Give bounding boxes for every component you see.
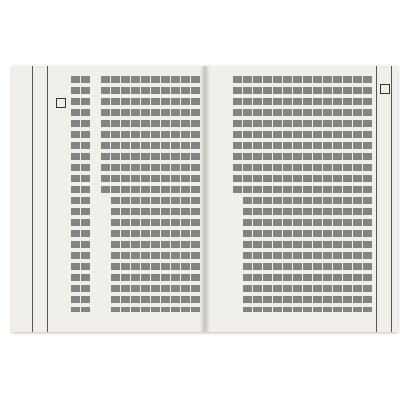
- right-margin-rule: [376, 66, 392, 332]
- text-column: [353, 76, 362, 324]
- text-column: [293, 76, 302, 324]
- text-column: [263, 76, 272, 324]
- text-column: [273, 76, 282, 324]
- fishtail-marker: [380, 84, 390, 94]
- text-column: [323, 76, 332, 324]
- text-column: [313, 76, 322, 324]
- text-column: [91, 76, 100, 324]
- left-margin-rule: [32, 66, 48, 332]
- text-column: [171, 76, 180, 324]
- text-column: [181, 76, 190, 324]
- right-text-columns: [212, 76, 372, 324]
- text-column: [283, 76, 292, 324]
- text-column: [303, 76, 312, 324]
- text-column: [71, 76, 80, 324]
- text-column: [333, 76, 342, 324]
- text-column: [81, 76, 90, 324]
- text-column: [233, 76, 242, 324]
- text-column: [343, 76, 352, 324]
- right-page: [206, 66, 398, 332]
- text-column: [191, 76, 200, 324]
- book-spread: [12, 66, 398, 332]
- text-column: [101, 76, 110, 324]
- text-column: [363, 76, 372, 324]
- text-column: [141, 76, 150, 324]
- text-column: [121, 76, 130, 324]
- text-column: [253, 76, 262, 324]
- text-column: [161, 76, 170, 324]
- left-text-columns: [54, 76, 200, 324]
- text-column: [151, 76, 160, 324]
- text-column: [243, 76, 252, 324]
- left-page: [12, 66, 204, 332]
- text-column: [131, 76, 140, 324]
- text-column: [111, 76, 120, 324]
